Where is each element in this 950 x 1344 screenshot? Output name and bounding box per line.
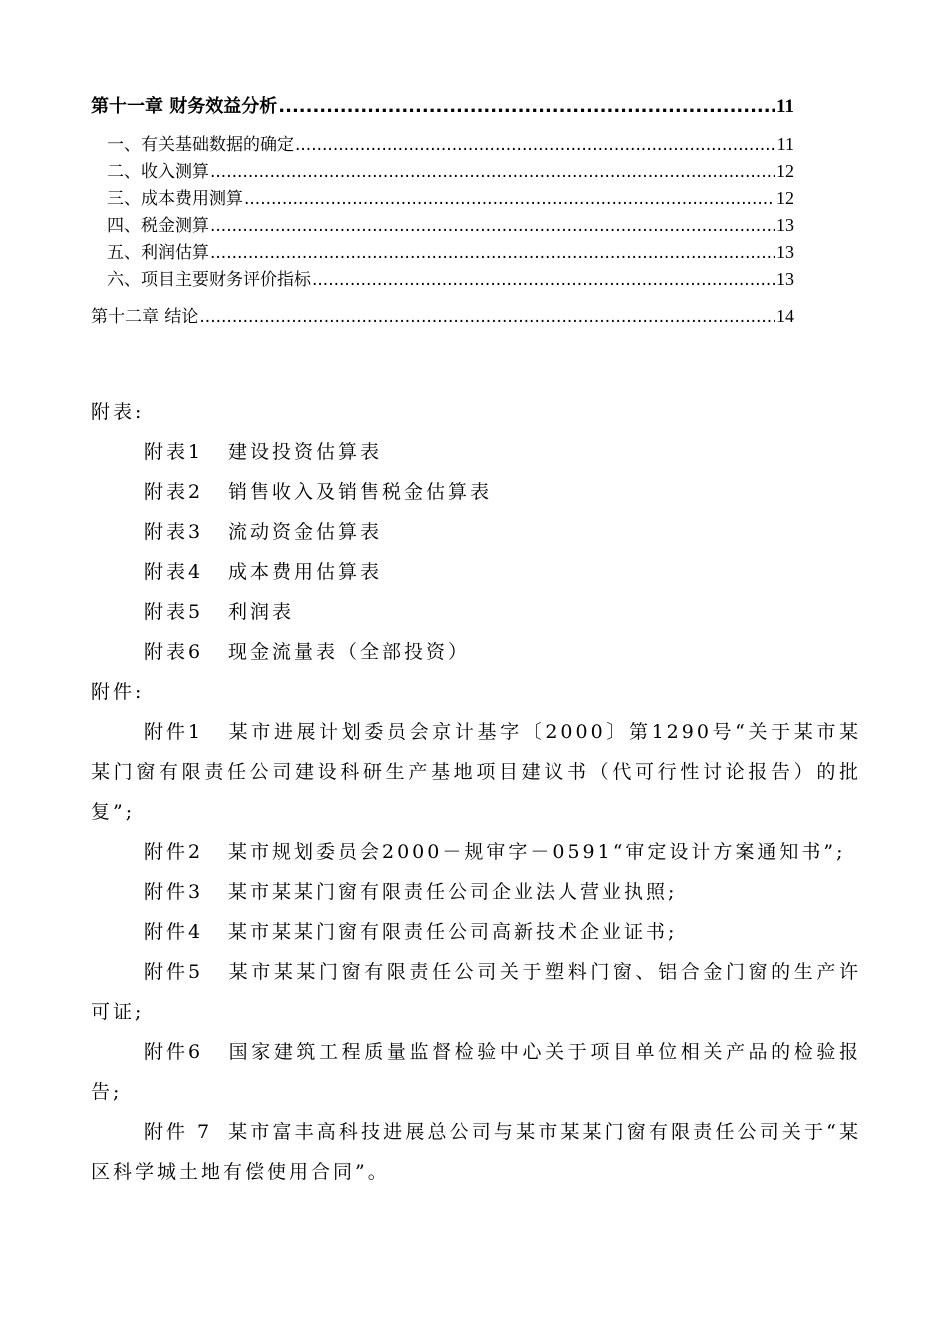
toc-page-number: 11: [776, 134, 794, 154]
attachment-text: 某市某某门窗有限责任公司企业法人营业执照;: [228, 881, 678, 903]
attachment-text: 某市规划委员会2000－规审字－0591“审定设计方案通知书”;: [228, 841, 846, 863]
attachment-number: 附件3: [144, 881, 204, 903]
toc-leader-dots: [210, 216, 775, 236]
attachment-text: 国家建筑工程质量监督检验中心关于项目单位相关产品的检验报告;: [91, 1041, 861, 1103]
appendix-table-title: 利润表: [228, 601, 295, 623]
attachment-number: 附件1: [144, 721, 204, 743]
toc-page-number: 12: [776, 161, 794, 181]
toc-leader-dots: [312, 270, 775, 290]
toc-leader-dots: [278, 96, 775, 117]
appendix-table-item: [91, 512, 861, 552]
toc-entry-section-2[interactable]: [91, 157, 794, 184]
appendix-table-number: 附表3: [144, 521, 204, 543]
toc-leader-dots: [199, 307, 775, 327]
toc-page-number: 13: [776, 269, 794, 289]
attachment-number: 附件4: [144, 921, 204, 943]
toc-page-number: 11: [776, 96, 794, 117]
toc-entry-section-6[interactable]: [91, 265, 794, 292]
attachment-item: [91, 952, 861, 1032]
attachment-text: 某市某某门窗有限责任公司高新技术企业证书;: [228, 921, 678, 943]
toc-entry-title: 第十二章 结论: [91, 307, 199, 327]
toc-leader-dots: [244, 189, 775, 209]
appendix-table-title: 建设投资估算表: [228, 441, 383, 463]
toc-leader-dots: [210, 162, 775, 182]
appendix-section: [91, 392, 861, 1192]
toc-entry-title: 二、收入测算: [107, 162, 209, 182]
attachment-number: 附件 7: [144, 1121, 213, 1143]
toc-entry-chapter-11[interactable]: [91, 92, 794, 120]
toc-leader-dots: [210, 243, 775, 263]
toc-entry-title: 四、税金测算: [107, 216, 209, 236]
attachment-item: [91, 872, 861, 912]
toc-leader-dots: [295, 135, 776, 155]
attachment-text: 某市富丰高科技进展总公司与某市某某门窗有限责任公司关于“某区科学城土地有偿使用合同”。: [91, 1121, 861, 1183]
attachment-text: 某市某某门窗有限责任公司关于塑料门窗、铝合金门窗的生产许可证;: [91, 961, 861, 1023]
toc-entry-section-1[interactable]: [91, 130, 794, 157]
appendix-table-item: [91, 632, 861, 672]
appendix-table-number: 附表2: [144, 481, 204, 503]
appendix-table-title: 成本费用估算表: [228, 561, 383, 583]
appendix-table-title: 现金流量表（全部投资）: [228, 641, 471, 663]
appendix-table-item: [91, 552, 861, 592]
toc-entry-section-3[interactable]: [91, 184, 794, 211]
toc-page-number: 13: [776, 215, 794, 235]
attachment-item: [91, 832, 861, 872]
toc-entry-title: 第十一章 财务效益分析: [91, 96, 278, 117]
attachment-item: [91, 1032, 861, 1112]
toc-page-number: 13: [776, 242, 794, 262]
appendix-table-number: 附表6: [144, 641, 204, 663]
table-of-contents: [91, 92, 794, 330]
attachments-heading: 附件:: [91, 681, 145, 703]
appendix-table-number: 附表5: [144, 601, 204, 623]
appendix-table-item: [91, 432, 861, 472]
appendix-table-item: [91, 472, 861, 512]
attachment-number: 附件2: [144, 841, 204, 863]
attachment-text: 某市进展计划委员会京计基字〔2000〕第1290号“关于某市某某门窗有限责任公司建设科研生产基地项目建议书（代可行性讨论报告）的批复”;: [91, 721, 861, 823]
toc-page-number: 14: [776, 306, 794, 326]
appendix-tables-heading: 附表:: [91, 401, 145, 423]
toc-entry-section-4[interactable]: [91, 211, 794, 238]
toc-entry-title: 三、成本费用测算: [107, 189, 243, 209]
attachment-item: [91, 1112, 861, 1192]
appendix-table-item: [91, 592, 861, 632]
toc-page-number: 12: [776, 188, 794, 208]
appendix-table-number: 附表4: [144, 561, 204, 583]
toc-entry-title: 六、项目主要财务评价指标: [107, 270, 311, 290]
appendix-table-title: 流动资金估算表: [228, 521, 383, 543]
appendix-table-number: 附表1: [144, 441, 204, 463]
toc-entry-title: 五、利润估算: [107, 243, 209, 263]
toc-entry-chapter-12[interactable]: [91, 302, 794, 330]
attachment-number: 附件5: [144, 961, 204, 983]
toc-entry-section-5[interactable]: [91, 238, 794, 265]
attachment-item: [91, 912, 861, 952]
attachment-item: [91, 712, 861, 832]
toc-entry-title: 一、有关基础数据的确定: [107, 135, 294, 155]
attachment-number: 附件6: [144, 1041, 204, 1063]
appendix-table-title: 销售收入及销售税金估算表: [228, 481, 493, 503]
